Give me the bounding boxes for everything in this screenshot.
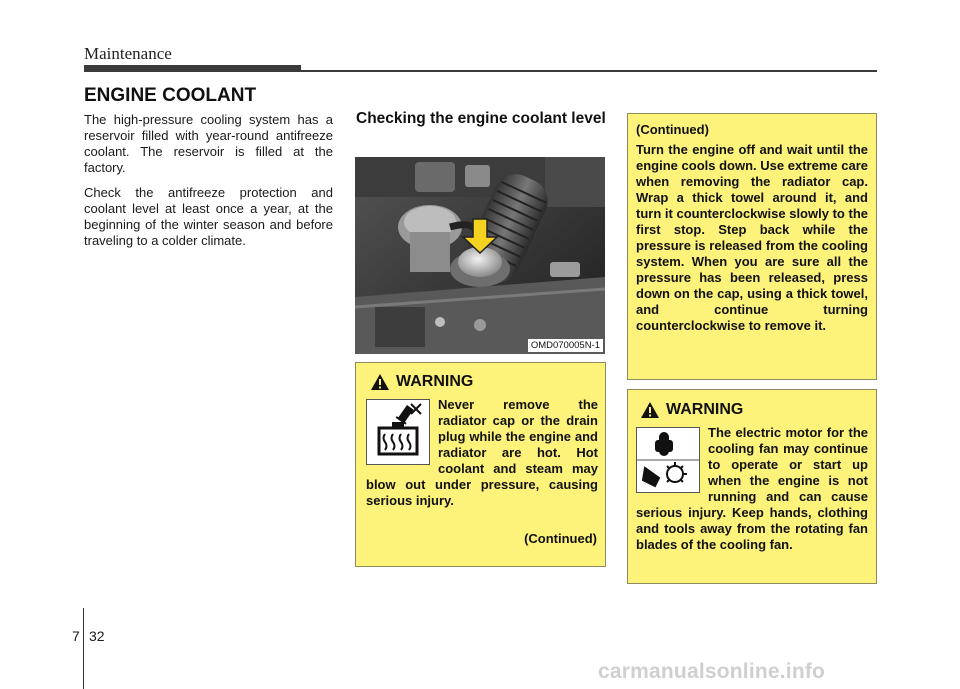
fan-warning-label: WARNING — [666, 401, 744, 418]
icon-spacer — [636, 425, 708, 493]
intro-paragraph-2: Check the antifreeze protection and coolant level at least once a year, at the beginning of the winter season and before traveling to a colder climate. — [84, 185, 333, 248]
engine-coolant-photo — [355, 157, 605, 354]
page-number: 32 — [89, 628, 105, 644]
warning-box-radiator — [355, 362, 606, 567]
continued-warning-box — [627, 113, 877, 380]
warning-triangle-icon — [640, 401, 660, 419]
page-title: ENGINE COOLANT — [84, 85, 257, 106]
header-rule-thick — [84, 65, 301, 72]
icon-spacer — [366, 397, 438, 465]
checking-heading: Checking the engine coolant level — [356, 110, 606, 127]
warning-body: Never remove the radiator cap or the drain plug while the engine and radiator are hot. Hot coolant and steam may blow out under pressure, causing serious injury. — [366, 397, 598, 508]
warning-label: WARNING — [396, 373, 474, 390]
continued-label: (Continued) — [524, 531, 597, 546]
continued-text: Turn the engine off and wait until the engine cools down. Use extreme care when removing the radiator cap. Wrap a thick towel around it, and turn it counterclockwise slowly to the first stop. Step back while the pressure is released from the cooling system. When you are sure all the pressure has been released, press down on the cap, using a thick towel, and continue turning counterclockwise to remove it. — [636, 142, 868, 333]
warning-text — [366, 397, 598, 509]
fan-warning-body: The electric motor for the cooling fan may continue to operate or start up when the engine is not running and can cause serious injury. Keep hands, clothing and tools away from the rotating fan blades of the cooling fan. — [636, 425, 868, 552]
image-caption: OMD070005N-1 — [528, 339, 603, 352]
page-divider — [83, 608, 84, 689]
fan-warning-text — [636, 425, 868, 553]
engine-bay-illustration — [355, 157, 605, 354]
continued-heading: (Continued) — [636, 122, 709, 137]
warning-triangle-icon — [370, 373, 390, 391]
header-rule-thin — [301, 70, 877, 72]
intro-paragraph-1: The high-pressure cooling system has a reservoir filled with year-round antifreeze coolant. The reservoir is filled at the factory. — [84, 112, 333, 175]
warning-heading — [370, 373, 473, 391]
warning-box-fan — [627, 389, 877, 584]
fan-warning-heading — [640, 401, 743, 419]
chapter-number: 7 — [72, 628, 80, 644]
watermark: carmanualsonline.info — [598, 660, 826, 683]
intro-text — [84, 112, 333, 258]
section-label: Maintenance — [84, 44, 172, 63]
